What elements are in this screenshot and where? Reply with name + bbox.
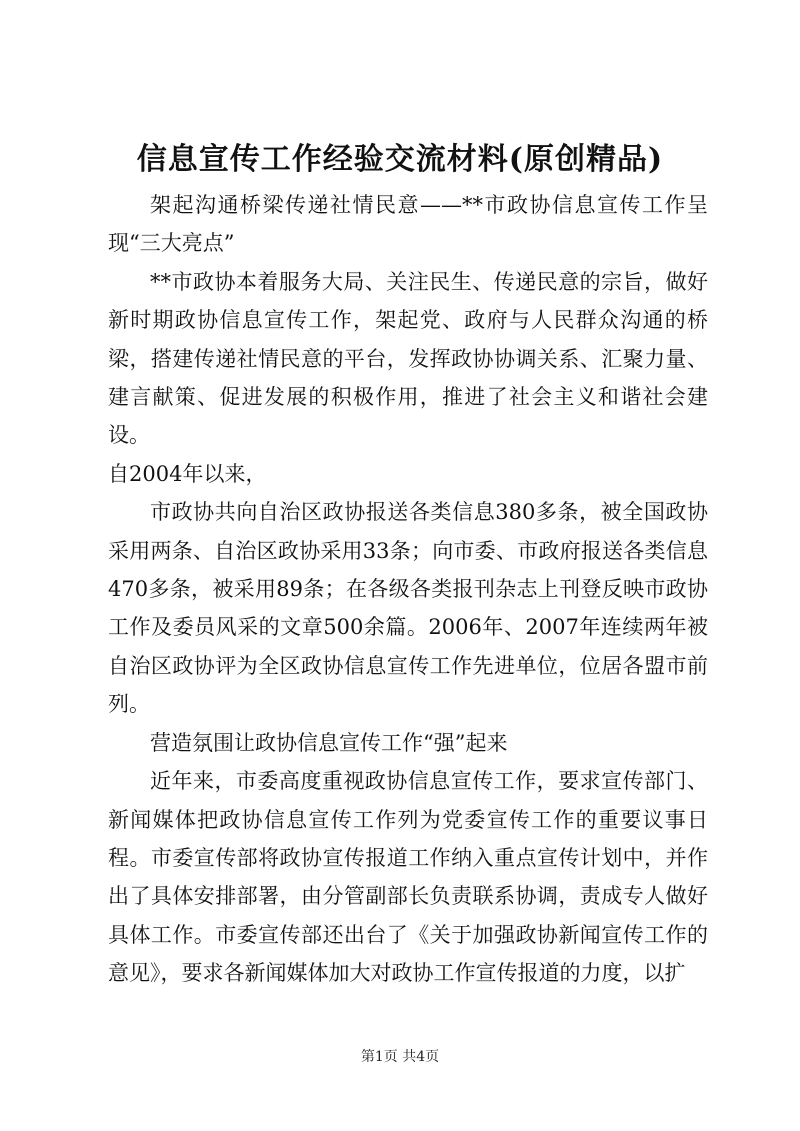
page-number-footer: 第1页 共4页 (360, 1049, 440, 1065)
document-body (108, 186, 708, 993)
section-heading: 营造氛围让政协信息宣传工作“强”起来 (150, 730, 508, 755)
paragraph-recent-years: 近年来，市委高度重视政协信息宣传工作，要求宣传部门、新闻媒体把政协信息宣传工作列为党委宣传工作的重要议事日程。市委宣传部将政协宣传报道工作纳入重点宣传计划中，并作出了具体安排部署，由分管副部长负责联系协调，责成专人做好具体工作。市委宣传部还出台了《关于加强政协新闻宣传工作的意见》，要求各新闻媒体加大对政协工作宣传报道的力度，以扩 (108, 769, 708, 986)
paragraph-intro: **市政协本着服务大局、关注民生、传递民意的宗旨，做好新时期政协信息宣传工作，架起党、政府与人民群众沟通的桥梁，搭建传递社情民意的平台，发挥政协协调关系、汇聚力量、建言献策、促进发展的积极作用，推进了社会主义和谐社会建设。 (108, 269, 708, 448)
document-title: 信息宣传工作经验交流材料(原创精品) (136, 142, 664, 177)
paragraph-subtitle: 架起沟通桥梁传递社情民意——**市政协信息宣传工作呈现“三大亮点” (108, 193, 708, 256)
paragraph-since-2004: 自2004年以来， (108, 461, 267, 486)
paragraph-statistics: 市政协共向自治区政协报送各类信息380多条，被全国政协采用两条、自治区政协采用33条；向市委、市政府报送各类信息470多条，被采用89条；在各级各类报刊杂志上刊登反映市政协工作及委员风采的文章500余篇。2006年、2007年连续两年被自治区政协评为全区政协信息宣传工作先进单位，位居各盟市前列。 (108, 500, 708, 717)
